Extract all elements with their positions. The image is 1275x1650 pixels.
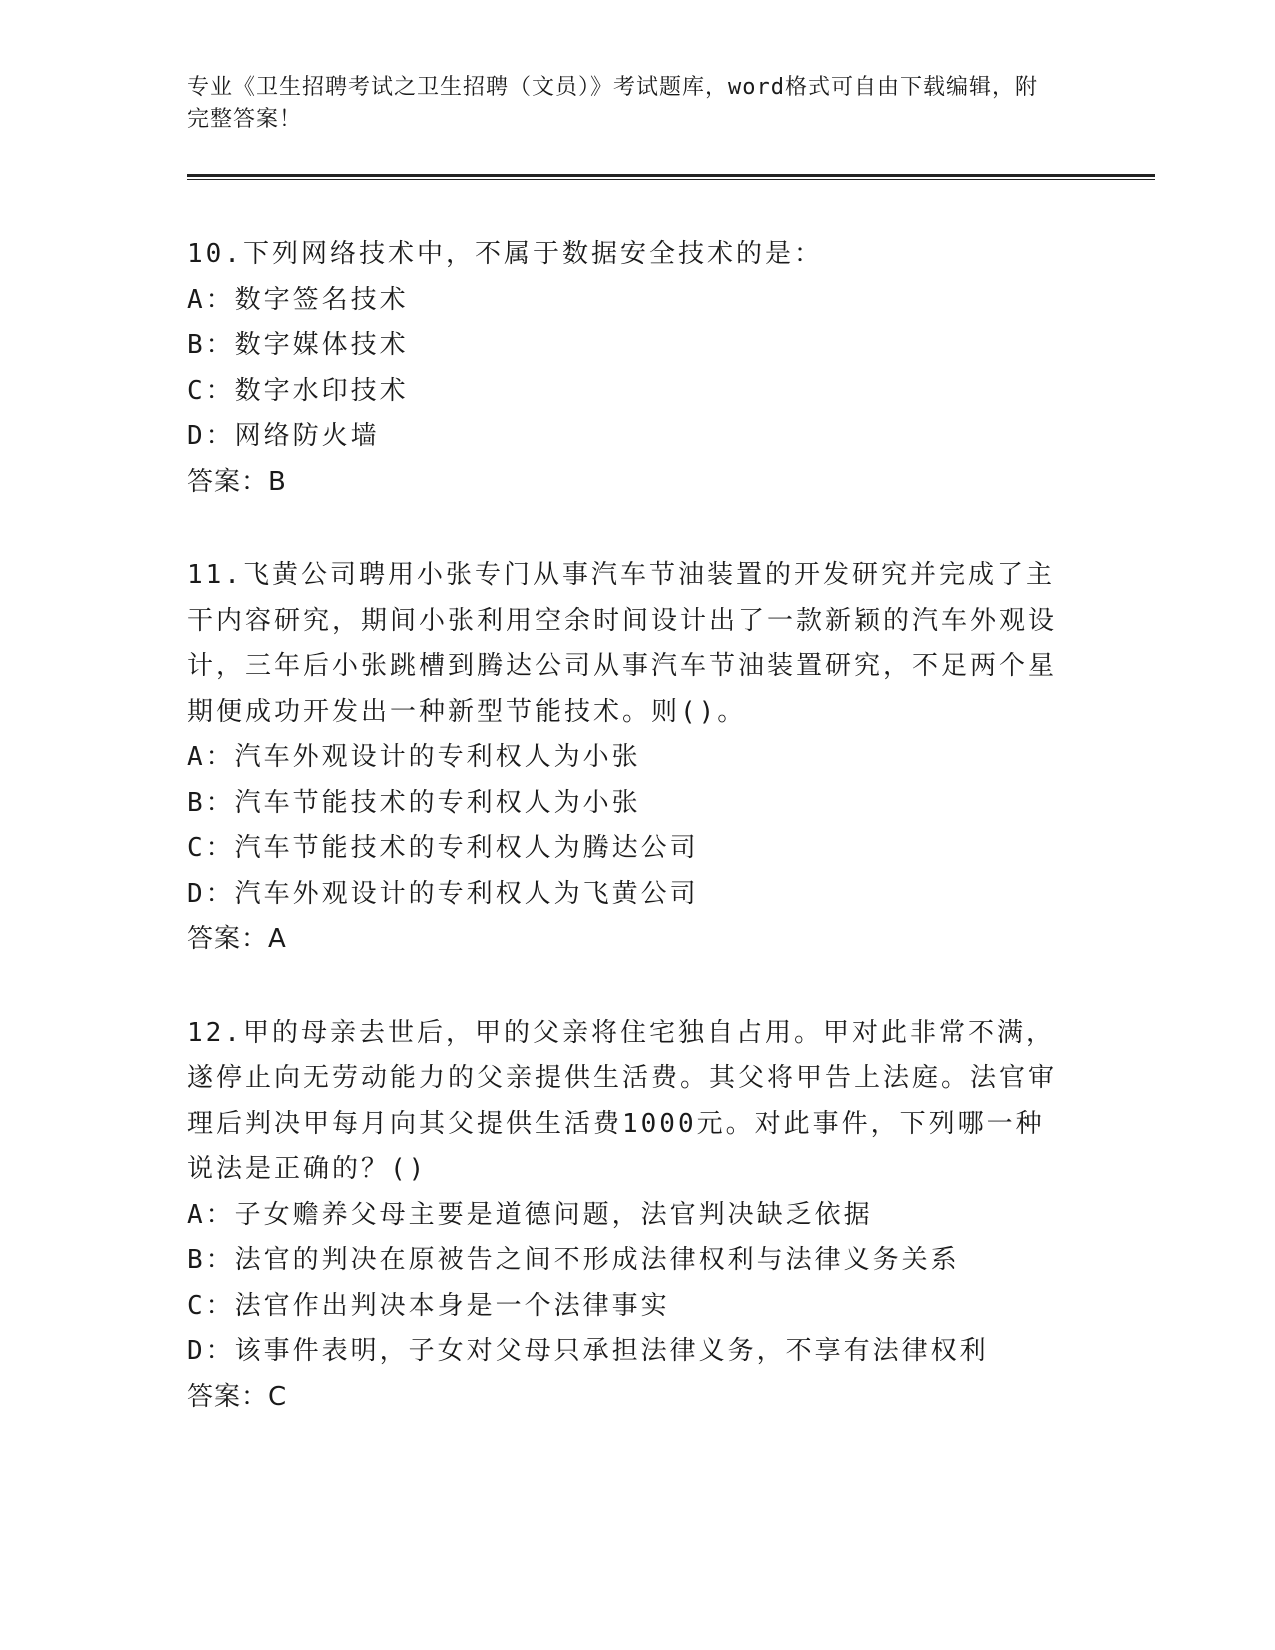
option-a: A：汽车外观设计的专利权人为小张 (187, 742, 641, 772)
question-stem: 11.飞黄公司聘用小张专门从事汽车节油装置的开发研究并完成了主干内容研究，期间小张利用空余时间设计出了一款新颖的汽车外观设计，三年后小张跳槽到腾达公司从事汽车节油装置研究，不足两个星期便成功开发出一种新型节能技术。则()。 (187, 560, 1058, 727)
option-c: C：法官作出判决本身是一个法律事实 (187, 1290, 670, 1321)
option-d: D：汽车外观设计的专利权人为飞黄公司 (187, 878, 699, 909)
option-b: B：数字媒体技术 (187, 330, 409, 360)
option-c: C：数字水印技术 (187, 375, 409, 406)
option-c: C：汽车节能技术的专利权人为腾达公司 (187, 833, 699, 863)
question-11 (187, 553, 1067, 963)
question-stem: 12.甲的母亲去世后，甲的父亲将住宅独自占用。甲对此非常不满，遂停止向无劳动能力的父亲提供生活费。其父将甲告上法庭。法官审理后判决甲每月向其父提供生活费1000元。对此事件，下列哪一种说法是正确的？() (187, 1017, 1058, 1184)
option-a: A：子女赡养父母主要是道德问题，法官判决缺乏依据 (187, 1199, 873, 1230)
option-d: D：网络防火墙 (187, 421, 380, 451)
header-divider (187, 174, 1155, 180)
question-stem: 10.下列网络技术中，不属于数据安全技术的是： (187, 239, 823, 269)
document-page (187, 72, 1087, 1420)
document-header: 专业《卫生招聘考试之卫生招聘（文员）》考试题库，word格式可自由下载编辑，附完整答案！ (187, 75, 1038, 132)
question-10 (187, 232, 1067, 505)
option-a: A：数字签名技术 (187, 284, 409, 315)
question-12 (187, 1011, 1067, 1421)
answer-line: 答案：C (187, 1381, 288, 1412)
option-b: B：法官的判决在原被告之间不形成法律权利与法律义务关系 (187, 1245, 960, 1275)
option-b: B：汽车节能技术的专利权人为小张 (187, 787, 641, 818)
answer-line: 答案：A (187, 924, 287, 954)
answer-line: 答案：B (187, 466, 287, 497)
option-d: D：该事件表明，子女对父母只承担法律义务，不享有法律权利 (187, 1336, 989, 1366)
